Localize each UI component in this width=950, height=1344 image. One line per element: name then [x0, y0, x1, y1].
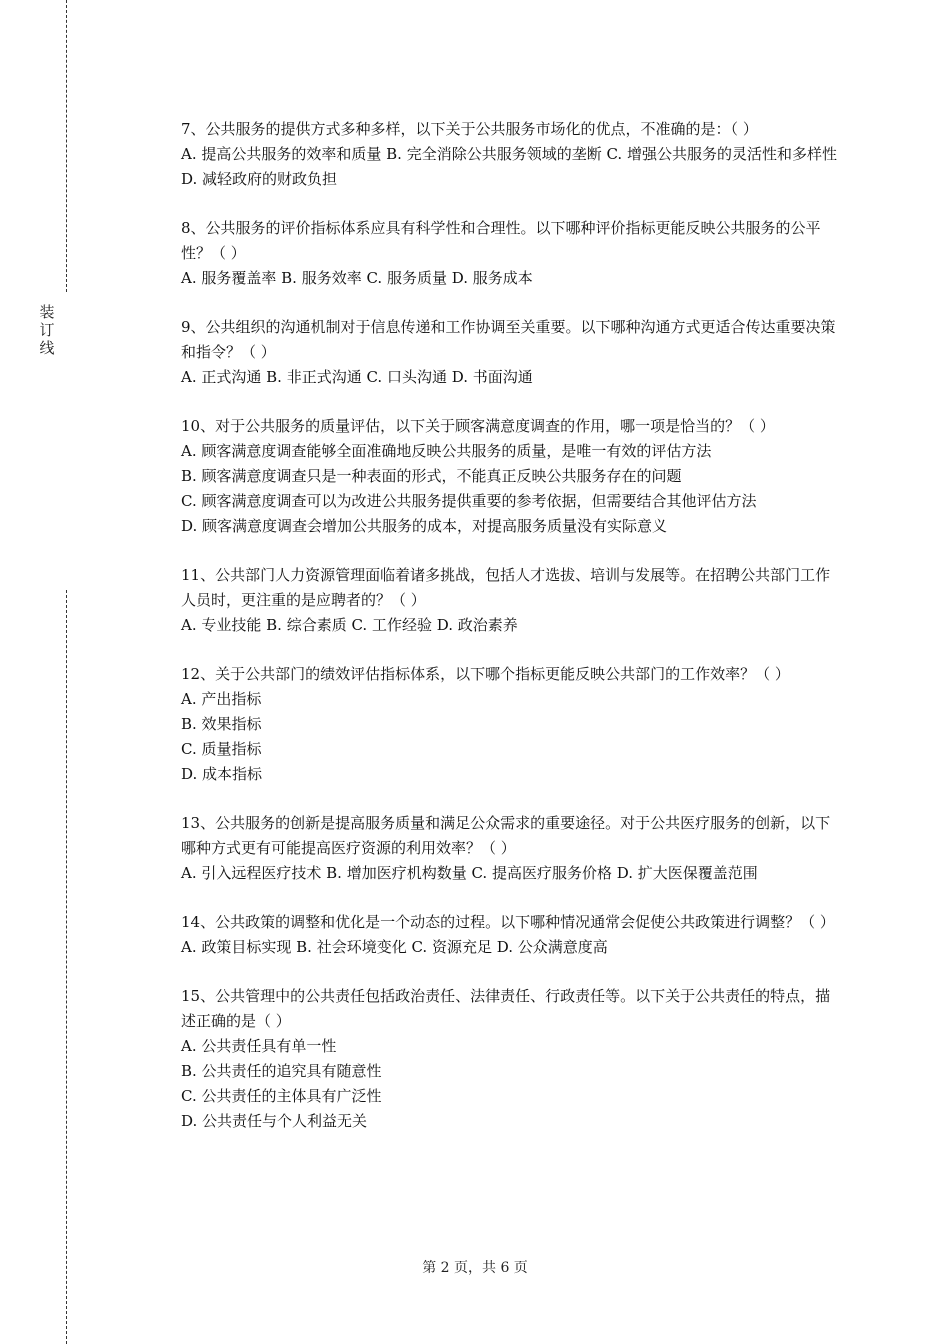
question-13: [181, 811, 841, 886]
question-options: A. 政策目标实现 B. 社会环境变化 C. 资源充足 D. 公众满意度高: [181, 938, 608, 956]
question-stem: 7、公共服务的提供方式多种多样，以下关于公共服务市场化的优点，不准确的是：（ ）: [181, 120, 758, 138]
question-stem: 13、公共服务的创新是提高服务质量和满足公众需求的重要途径。对于公共医疗服务的创新，以下哪种方式更有可能提高医疗资源的利用效率？（ ）: [181, 814, 831, 857]
binding-dashed-line-top: [66, 0, 67, 292]
question-option: D. 成本指标: [181, 765, 263, 783]
question-option: B. 公共责任的追究具有随意性: [181, 1062, 382, 1080]
question-option: A. 公共责任具有单一性: [181, 1037, 337, 1055]
binding-label-char: 线: [39, 339, 55, 357]
question-8: [181, 216, 841, 291]
question-stem: 14、公共政策的调整和优化是一个动态的过程。以下哪种情况通常会促使公共政策进行调整？（ ）: [181, 913, 835, 931]
question-stem: 8、公共服务的评价指标体系应具有科学性和合理性。以下哪种评价指标更能反映公共服务的公平性？（ ）: [181, 219, 821, 262]
question-option: D. 顾客满意度调查会增加公共服务的成本，对提高服务质量没有实际意义: [181, 517, 668, 535]
question-options: A. 服务覆盖率 B. 服务效率 C. 服务质量 D. 服务成本: [181, 269, 533, 287]
question-11: [181, 563, 841, 638]
question-option: A. 产出指标: [181, 690, 262, 708]
page-number: 第 2 页，共 6 页: [422, 1260, 528, 1276]
question-7: [181, 117, 841, 192]
question-stem: 15、公共管理中的公共责任包括政治责任、法律责任、行政责任等。以下关于公共责任的特点，描述正确的是（ ）: [181, 987, 831, 1030]
question-stem: 11、公共部门人力资源管理面临着诸多挑战，包括人才选拔、培训与发展等。在招聘公共部门工作人员时，更注重的是应聘者的？（ ）: [181, 566, 831, 609]
question-option: B. 效果指标: [181, 715, 262, 733]
binding-dashed-line-bottom: [66, 590, 67, 1344]
question-stem: 9、公共组织的沟通机制对于信息传递和工作协调至关重要。以下哪种沟通方式更适合传达重要决策和指令？（ ）: [181, 318, 836, 361]
question-options: A. 专业技能 B. 综合素质 C. 工作经验 D. 政治素养: [181, 616, 518, 634]
question-option: D. 公共责任与个人利益无关: [181, 1112, 368, 1130]
question-14: [181, 910, 841, 960]
question-10: [181, 414, 841, 539]
question-option: A. 顾客满意度调查能够全面准确地反映公共服务的质量，是唯一有效的评估方法: [181, 442, 712, 460]
binding-label-char: 订: [39, 321, 55, 339]
question-option: C. 质量指标: [181, 740, 262, 758]
question-15: [181, 984, 841, 1134]
question-options: A. 提高公共服务的效率和质量 B. 完全消除公共服务领域的垄断 C. 增强公共服务的灵活性和多样性 D. 减轻政府的财政负担: [181, 145, 837, 188]
question-options: A. 引入远程医疗技术 B. 增加医疗机构数量 C. 提高医疗服务价格 D. 扩大医保覆盖范围: [181, 864, 758, 882]
question-stem: 12、关于公共部门的绩效评估指标体系，以下哪个指标更能反映公共部门的工作效率？（ ）: [181, 665, 790, 683]
question-option: C. 公共责任的主体具有广泛性: [181, 1087, 382, 1105]
question-9: [181, 315, 841, 390]
question-12: [181, 662, 841, 787]
question-stem: 10、对于公共服务的质量评估，以下关于顾客满意度调查的作用，哪一项是恰当的？（ ）: [181, 417, 775, 435]
question-list: [181, 117, 841, 1158]
question-option: C. 顾客满意度调查可以为改进公共服务提供重要的参考依据，但需要结合其他评估方法: [181, 492, 757, 510]
binding-label: [36, 303, 58, 357]
question-option: B. 顾客满意度调查只是一种表面的形式，不能真正反映公共服务存在的问题: [181, 467, 682, 485]
binding-label-char: 装: [39, 303, 55, 321]
question-options: A. 正式沟通 B. 非正式沟通 C. 口头沟通 D. 书面沟通: [181, 368, 533, 386]
